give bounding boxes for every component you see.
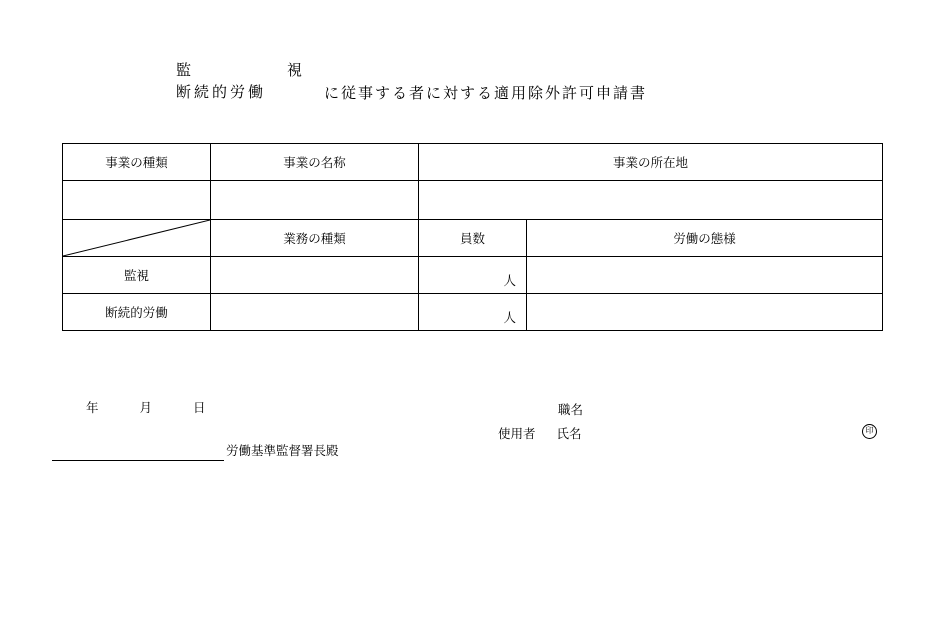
table-row	[63, 220, 883, 257]
count-unit-kanshi: 人	[503, 274, 516, 288]
field-work-type-kanshi[interactable]	[211, 257, 419, 294]
employer-name-label: 氏名	[556, 427, 582, 441]
date-line[interactable]	[86, 398, 205, 416]
seal-mark	[862, 422, 877, 439]
field-work-condition-kanshi[interactable]	[527, 257, 883, 294]
employer-label: 使用者	[498, 427, 536, 441]
employer-block	[498, 398, 583, 446]
field-work-condition-danzoku[interactable]	[527, 294, 883, 331]
application-table	[62, 143, 883, 331]
table-row	[63, 257, 883, 294]
header-work-condition: 労働の態様	[527, 220, 883, 257]
title-remainder: に従事する者に対する適用除外許可申請書	[324, 85, 648, 102]
date-month-label: 月	[139, 401, 152, 415]
field-business-name[interactable]	[211, 181, 419, 220]
addressee-underline	[52, 459, 224, 461]
date-day-label: 日	[192, 401, 206, 415]
table-row	[63, 144, 883, 181]
seal-icon: 印	[862, 424, 877, 439]
diagonal-line-icon	[63, 220, 210, 256]
field-work-type-danzoku[interactable]	[211, 294, 419, 331]
count-unit-danzoku: 人	[503, 311, 516, 325]
header-business-type: 事業の種類	[63, 144, 211, 181]
employer-name-line	[498, 422, 583, 446]
header-work-type: 業務の種類	[211, 220, 419, 257]
field-business-type[interactable]	[63, 181, 211, 220]
date-year-label: 年	[86, 401, 99, 415]
table-row	[63, 181, 883, 220]
title-term-kanshi: 監 視	[176, 62, 325, 79]
header-business-name: 事業の名称	[211, 144, 419, 181]
table-row	[63, 294, 883, 331]
row-label-kanshi: 監視	[63, 257, 211, 294]
row-label-danzoku: 断続的労働	[63, 294, 211, 331]
field-count-danzoku[interactable]	[419, 294, 527, 331]
field-count-kanshi[interactable]	[419, 257, 527, 294]
document-title	[176, 60, 876, 108]
field-business-location[interactable]	[419, 181, 883, 220]
header-business-location: 事業の所在地	[419, 144, 883, 181]
addressee-label: 労働基準監督署長殿	[226, 444, 339, 458]
employer-position-label: 職名	[558, 403, 584, 417]
title-term-danzoku: 断続的労働	[176, 84, 267, 101]
diagonal-slash-cell	[63, 220, 211, 257]
header-count: 員数	[419, 220, 527, 257]
title-stacked-terms	[176, 60, 325, 104]
